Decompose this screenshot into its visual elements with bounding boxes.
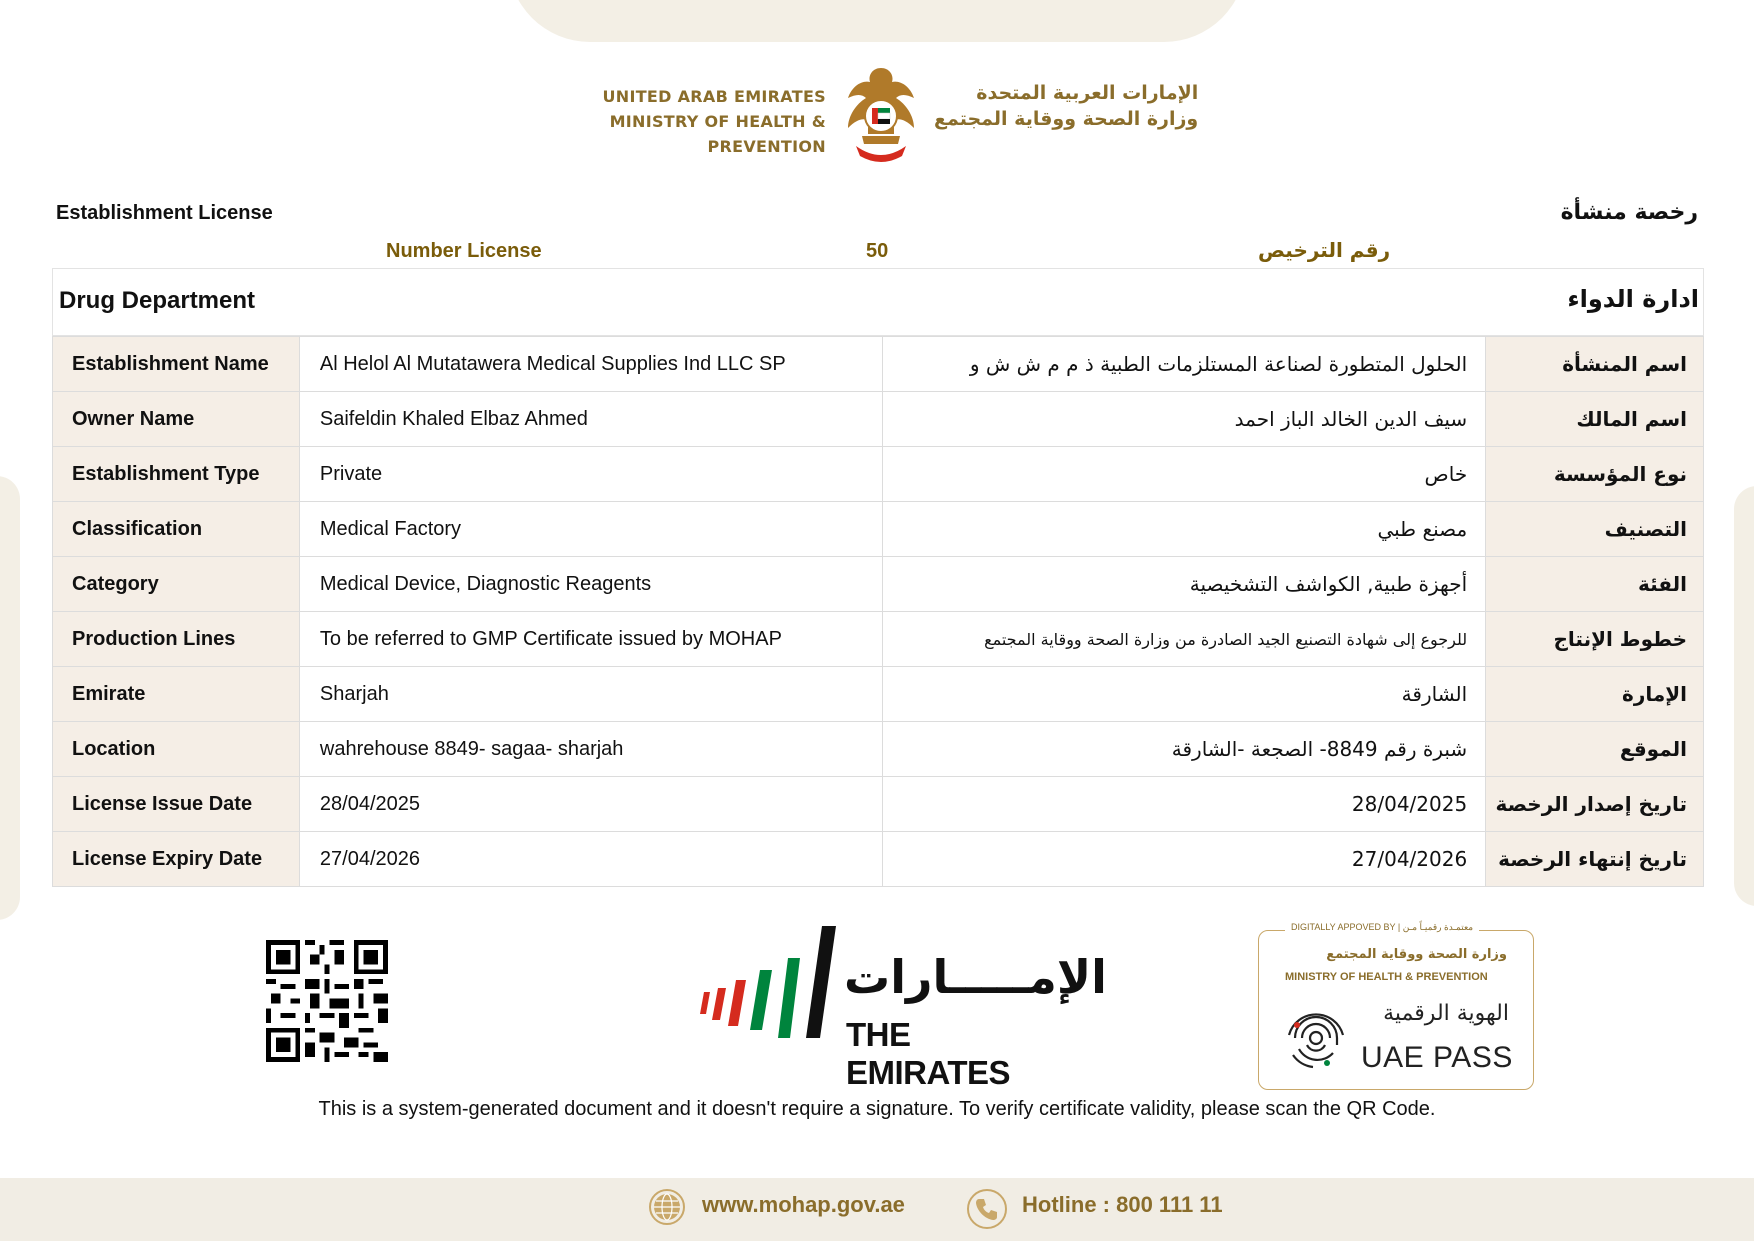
website-link[interactable]: www.mohap.gov.ae (702, 1192, 905, 1217)
license-details-table (52, 336, 1704, 887)
field-value-ar: سيف الدين الخالد الباز احمد (883, 392, 1486, 447)
field-label-ar: الإمارة (1486, 667, 1704, 722)
department-en: Drug Department (59, 287, 256, 314)
department-header (52, 268, 1704, 336)
globe-icon (648, 1188, 686, 1226)
field-label-ar: تاريخ إنتهاء الرخصة (1486, 832, 1704, 887)
fingerprint-icon (1283, 1005, 1349, 1071)
field-value-ar: مصنع طبي (883, 502, 1486, 557)
field-label-en: Establishment Type (53, 447, 300, 502)
table-row (53, 447, 1704, 502)
top-decoration (508, 0, 1246, 42)
field-value-ar: 28/04/2025 (883, 777, 1486, 832)
field-value-en: 28/04/2025 (299, 777, 882, 832)
field-label-en: Owner Name (53, 392, 300, 447)
field-label-ar: اسم المنشأة (1486, 337, 1704, 392)
field-label-en: License Expiry Date (53, 832, 300, 887)
ministry-header (530, 60, 1230, 170)
document-title-en: Establishment License (56, 202, 273, 224)
table-row (53, 337, 1704, 392)
qr-code-icon[interactable] (264, 940, 390, 1062)
license-number: 50 (866, 240, 889, 262)
field-value-en: 27/04/2026 (299, 832, 882, 887)
left-decoration (0, 476, 20, 920)
table-row (53, 722, 1704, 777)
field-label-en: Establishment Name (53, 337, 300, 392)
approved-by-label: DIGITALLY APPOVED BY | معتمـدة رقميـاً مـن (1285, 922, 1479, 933)
uae-emblem-icon (842, 64, 920, 166)
field-value-en: wahrehouse 8849- sagaa- sharjah (299, 722, 882, 777)
field-label-ar: التصنيف (1486, 502, 1704, 557)
emirates-wordmark-ar: الإمـــــارات (844, 950, 1107, 1004)
table-row (53, 392, 1704, 447)
field-value-ar: الحلول المتطورة لصناعة المستلزمات الطبية ذ م م ش ش و (883, 337, 1486, 392)
field-label-en: Category (53, 557, 300, 612)
right-decoration (1734, 486, 1754, 906)
field-label-en: Classification (53, 502, 300, 557)
uae-pass-badge (1258, 922, 1534, 1090)
field-value-en: Saifeldin Khaled Elbaz Ahmed (299, 392, 882, 447)
ministry-label-en: MINISTRY OF HEALTH & PREVENTION (609, 112, 826, 156)
field-value-ar: خاص (883, 447, 1486, 502)
footer-bar (0, 1178, 1754, 1241)
table-row (53, 557, 1704, 612)
hotline-number[interactable]: Hotline : 800 111 11 (1022, 1192, 1223, 1217)
field-value-en: Al Helol Al Mutatawera Medical Supplies Ind LLC SP (299, 337, 882, 392)
uae-pass-en: UAE PASS (1361, 1041, 1513, 1074)
field-label-ar: اسم المالك (1486, 392, 1704, 447)
field-label-ar: الفئة (1486, 557, 1704, 612)
field-value-en: To be referred to GMP Certificate issued by MOHAP (299, 612, 882, 667)
document-title-ar: رخصة منشأة (1560, 200, 1698, 225)
field-value-ar: للرجوع إلى شهادة التصنيع الجيد الصادرة من وزارة الصحة ووقاية المجتمع (883, 612, 1486, 667)
field-label-ar: خطوط الإنتاج (1486, 612, 1704, 667)
badge-ministry-en: MINISTRY OF HEALTH & PREVENTION (1285, 971, 1488, 983)
phone-icon (966, 1188, 1008, 1230)
field-value-ar: الشارقة (883, 667, 1486, 722)
the-emirates-logo (700, 922, 1107, 1091)
emirates-wordmark-en: THE EMIRATES (846, 1016, 1011, 1091)
ministry-name-en (530, 84, 826, 159)
license-number-label-en: Number License (386, 240, 542, 262)
field-label-en: Emirate (53, 667, 300, 722)
system-generated-note: This is a system-generated document and it doesn't require a signature. To verify certificate validity, please scan the QR Code. (318, 1098, 1436, 1120)
ministry-name-ar (934, 80, 1198, 132)
department-ar: ادارة الدواء (1567, 285, 1699, 313)
field-label-en: Location (53, 722, 300, 777)
field-value-ar: أجهزة طبية, الكواشف التشخيصية (883, 557, 1486, 612)
field-label-en: License Issue Date (53, 777, 300, 832)
field-value-en: Sharjah (299, 667, 882, 722)
field-value-en: Medical Factory (299, 502, 882, 557)
field-label-ar: الموقع (1486, 722, 1704, 777)
table-row (53, 502, 1704, 557)
table-row (53, 832, 1704, 887)
table-row (53, 777, 1704, 832)
field-value-en: Medical Device, Diagnostic Reagents (299, 557, 882, 612)
field-value-ar: شبرة رقم 8849- الصجعة -الشارقة (883, 722, 1486, 777)
license-number-label-ar: رقم الترخيص (1258, 238, 1391, 262)
field-label-en: Production Lines (53, 612, 300, 667)
field-label-ar: نوع المؤسسة (1486, 447, 1704, 502)
emirates-stripes-icon (700, 922, 840, 1058)
table-row (53, 612, 1704, 667)
table-row (53, 667, 1704, 722)
country-name-ar: الإمارات العربية المتحدة (976, 82, 1199, 104)
ministry-label-ar: وزارة الصحة ووقاية المجتمع (934, 108, 1199, 130)
badge-ministry-ar: وزارة الصحة ووقاية المجتمع (1326, 947, 1507, 962)
field-label-ar: تاريخ إصدار الرخصة (1486, 777, 1704, 832)
country-name-en: UNITED ARAB EMIRATES (602, 87, 826, 106)
field-value-ar: 27/04/2026 (883, 832, 1486, 887)
field-value-en: Private (299, 447, 882, 502)
uae-pass-ar: الهوية الرقمية (1383, 1001, 1509, 1026)
